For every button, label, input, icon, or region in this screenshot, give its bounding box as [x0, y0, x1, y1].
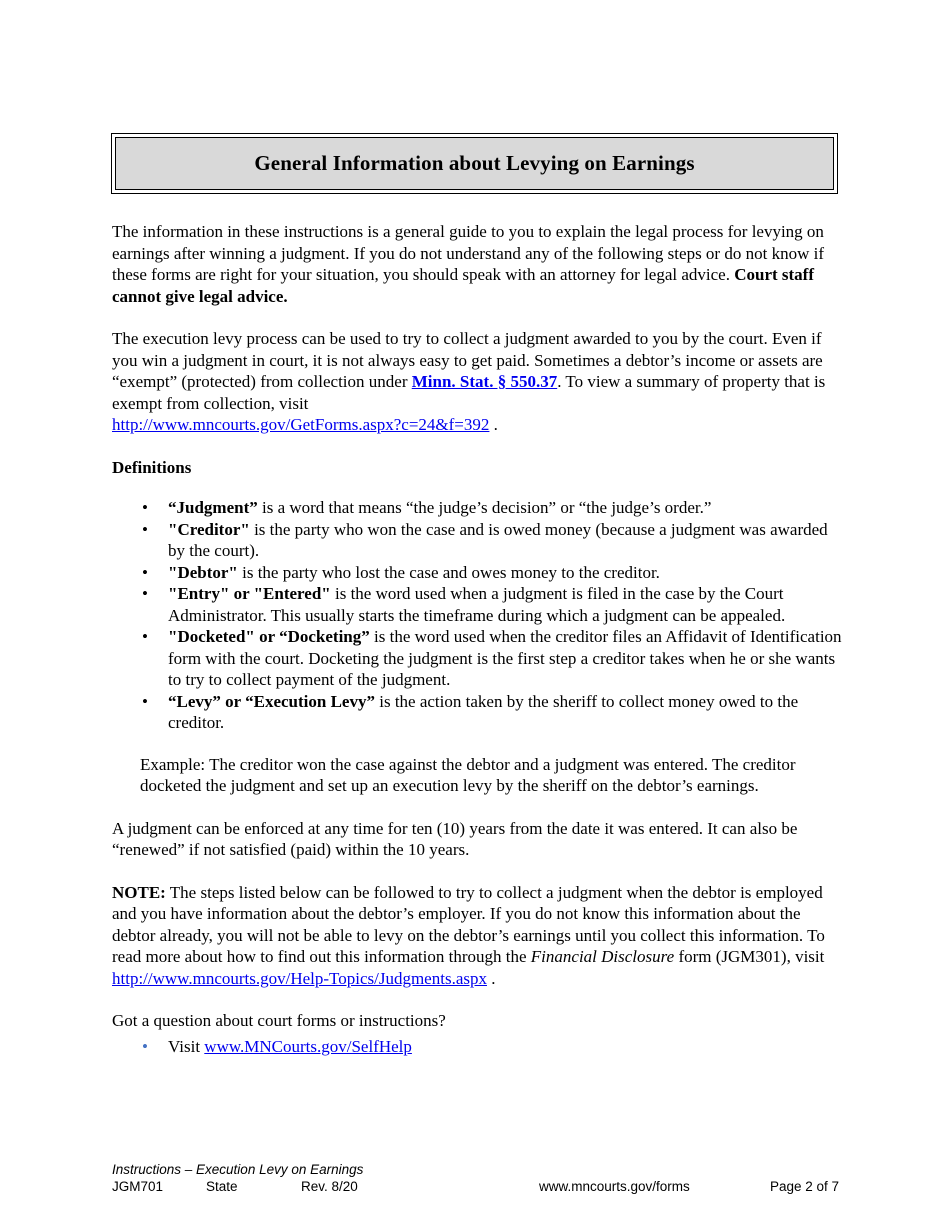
- definition-term: "Docketed" or “Docketing”: [168, 627, 370, 646]
- footer-row: [112, 1178, 839, 1195]
- document-body: [112, 221, 842, 1057]
- note-text: The steps listed below can be followed to try to collect a judgment when the debtor is employed and you have information about the debtor’s employer. If you do not know this information about the debtor already, you will not be able to levy on the debtor’s earnings until you collect this information. To read more about how to find out this information through the: [112, 882, 825, 966]
- definitions-heading: Definitions: [112, 457, 192, 477]
- footer-state: State: [206, 1179, 238, 1194]
- statute-link[interactable]: Minn. Stat. § 550.37: [411, 372, 558, 391]
- judgments-help-link[interactable]: http://www.mncourts.gov/Help-Topics/Judgments.aspx: [112, 968, 487, 988]
- definitions-list: [112, 497, 842, 734]
- definition-text: is the party who lost the case and owes money to the creditor.: [242, 562, 660, 582]
- footer-page-number: Page 2 of 7: [769, 1179, 839, 1194]
- note-label: NOTE:: [112, 882, 166, 902]
- definition-item: [168, 691, 842, 734]
- page-title: General Information about Levying on Earnings: [254, 151, 695, 175]
- note-italic: Financial Disclosure: [530, 947, 675, 966]
- help-visit-text: Visit: [168, 1036, 201, 1056]
- footer-title: Instructions – Execution Levy on Earnings: [112, 1162, 364, 1177]
- definition-text: is the action taken by the sheriff to collect money owed to the creditor.: [168, 691, 799, 732]
- intro-bold-warning: Court staff cannot give legal advice.: [112, 265, 815, 306]
- definition-text: is the party who won the case and is owed money (because a judgment was awarded by the court).: [168, 519, 828, 560]
- exempt-property-link[interactable]: http://www.mncourts.gov/GetForms.aspx?c=24&f=392: [112, 415, 490, 434]
- definition-item: [168, 583, 842, 626]
- example-paragraph: Example: The creditor won the case against the debtor and a judgment was entered. The creditor docketed the judgment and set up an execution levy by the sheriff on the debtor’s earnings.: [140, 754, 796, 795]
- footer-url: www.mncourts.gov/forms: [539, 1179, 690, 1194]
- definition-item: [168, 519, 842, 562]
- definition-text: is the word used when the creditor files an Affidavit of Identification form with the court. Docketing the judgment is the first step a creditor takes when he or she wants to try to collect payment of the judgment.: [168, 627, 842, 689]
- note-text2: form (JGM301), visit: [678, 947, 825, 966]
- help-question: Got a question about court forms or instructions?: [112, 1011, 446, 1030]
- execution-text-after: . To view a summary of property that is exempt from collection, visit: [112, 372, 826, 413]
- intro-paragraph: [112, 221, 842, 307]
- definition-term: “Judgment”: [168, 498, 258, 517]
- definition-term: "Creditor": [168, 519, 250, 539]
- footer-form-code: JGM701: [112, 1179, 164, 1194]
- enforcement-paragraph: A judgment can be enforced at any time for ten (10) years from the date it was entered. It can also be “renewed” if not satisfied (paid) within the 10 years.: [112, 818, 798, 859]
- selfhelp-link[interactable]: www.MNCourts.gov/SelfHelp: [204, 1036, 412, 1056]
- intro-text: The information in these instructions is a general guide to you to explain the legal process for levying on earnings after winning a judgment. If you do not understand any of the following steps or do not know if these forms are right for your situation, you should speak with an attorney for legal advice.: [112, 222, 824, 284]
- page-footer: [112, 1161, 839, 1195]
- title-box: [111, 133, 838, 194]
- definition-term: “Levy” or “Execution Levy”: [168, 691, 375, 711]
- footer-revision: Rev. 8/20: [301, 1179, 358, 1194]
- definition-term: "Entry" or "Entered": [168, 584, 331, 603]
- help-list: [112, 1036, 842, 1058]
- definition-text: is the word used when a judgment is filed in the case by the Court Administrator. This usually starts the timeframe during which a judgment can be appealed.: [168, 584, 786, 625]
- note-end: .: [491, 968, 496, 988]
- definition-item: [168, 562, 842, 584]
- execution-paragraph: [112, 328, 842, 436]
- help-item: [168, 1036, 842, 1058]
- definition-item: [168, 497, 842, 519]
- definition-text: is a word that means “the judge’s decision” or “the judge’s order.”: [261, 498, 712, 517]
- definition-term: "Debtor": [168, 562, 238, 582]
- title-inner: [115, 137, 834, 190]
- execution-text: The execution levy process can be used to try to collect a judgment awarded to you by the court. Even if you win a judgment in court, it is not always easy to get paid. Sometimes a debtor’s income or assets are “exempt” (protected) from collection under: [112, 329, 823, 391]
- definition-item: [168, 626, 842, 691]
- execution-end: .: [493, 415, 498, 434]
- note-paragraph: [112, 882, 842, 990]
